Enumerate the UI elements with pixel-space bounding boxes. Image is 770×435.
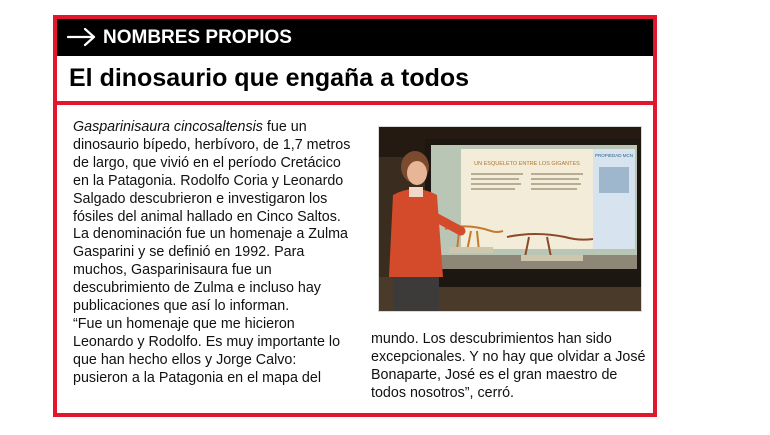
article-body-right: mundo. Los descubrimientos han sido excepcionales. Y no hay que olvidar a José Bonaparte, José es el gran maestro de todos nosotros”, cerró. [371,331,646,401]
panel-side-label: PROPIEDAD MCN [594,153,634,158]
article-body-left [73,119,355,388]
museum-photo [379,127,641,311]
species-name: Gasparinisaura cincosaltensis [73,119,263,135]
arrow-right-icon [67,27,97,47]
section-bar [57,19,653,56]
article-headline: El dinosaurio que engaña a todos [69,64,470,92]
body-paragraph: fue un dinosaurio bípedo, herbívoro, de 1,7 metros de largo, que vivió en el período Cretácico en la Patagonia. Rodolfo Coria y Leonardo Salgado descubrieron e investigaron los fósiles del animal hallado en Cinco Saltos. La denominación fue un homenaje a Zulma Gasparini y se definió en 1992. Para muchos, Gasparinisaura fue un descubrimiento de Zulma e incluso hay publicaciones que así lo informan. [73,119,351,315]
panel-title: UN ESQUELETO ENTRE LOS GIGANTES [474,161,580,167]
quote-start: “Fue un homenaje que me hicieron Leonardo y Rodolfo. Es muy importante lo que han hecho ellos y Jorge Calvo: pusieron a la Patagonia en el mapa del [73,315,341,386]
section-label: NOMBRES PROPIOS [103,27,292,48]
headline-divider [57,101,653,105]
article-frame [53,15,657,417]
museum-photo-illustration [379,127,641,311]
